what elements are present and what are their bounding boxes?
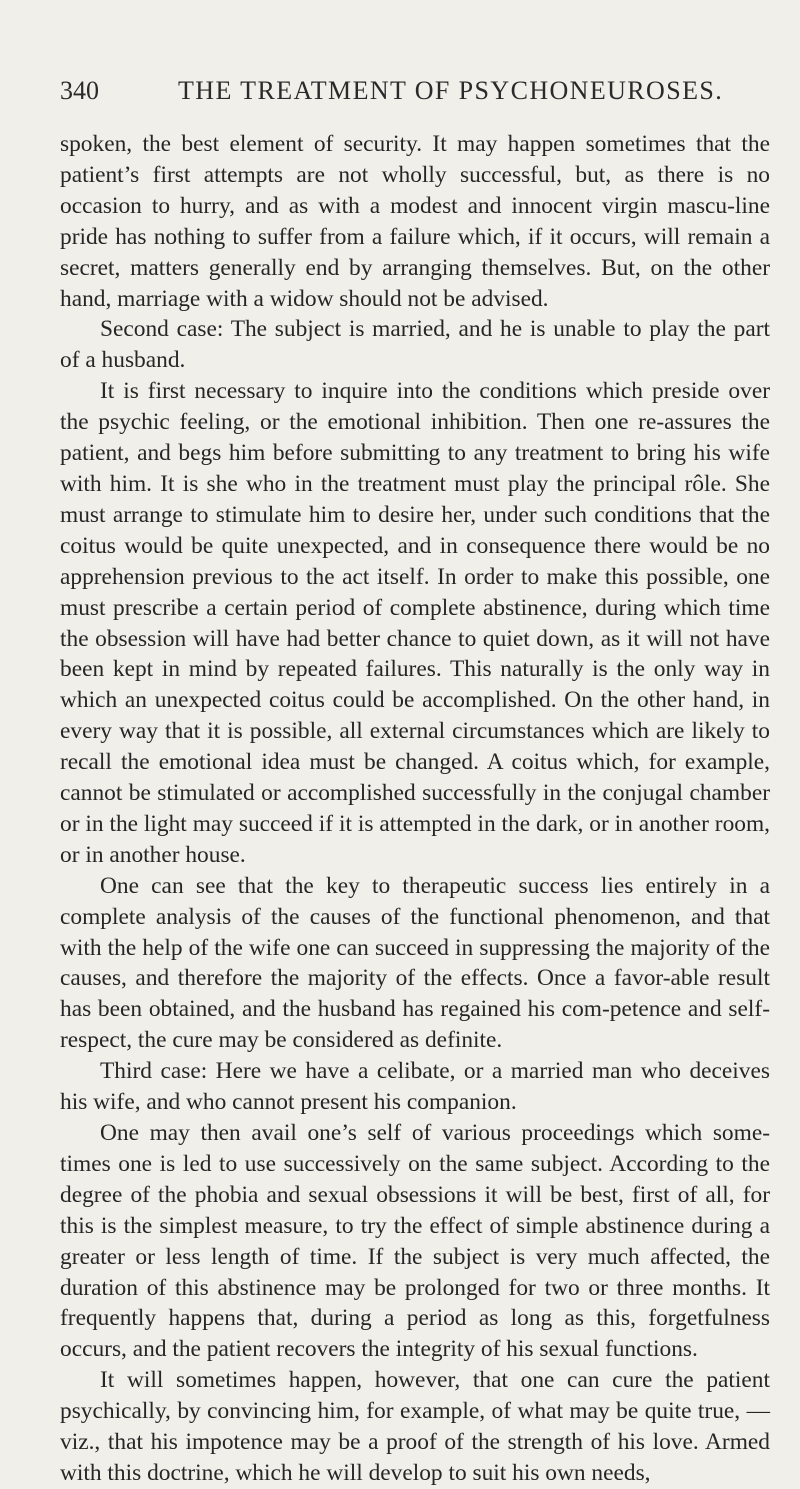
paragraph-continued: spoken, the best element of security. It may happen sometimes that the patient’s first attempts are not wholly successful, but, as there is no occasion to hurry, and as with a modest and innocent virgin mascu-line pride has nothing to suffer from a failure which, if it occurs, will remain a secret, matters generally end by arranging themselves. But, on the other hand, marriage with a widow should not be advised. [60,131,770,312]
paragraph-proceedings: One may then avail one’s self of various proceedings which some-times one is led to use successively on the same subject. According to the degree of the phobia and sexual obsessions it will be best, first of all, for this is the simplest measure, to try the effect of simple abstinence during a greater or less length of time. If the subject is very much affected, the duration of this abstinence may be prolonged for two or three months. It frequently happens that, during a period as long as this, forgetfulness occurs, and the patient recovers the integrity of his sexual functions. [60,1120,770,1363]
body-text [60,129,770,1489]
running-head [60,72,770,110]
paragraph-third-case: Third case: Here we have a celibate, or a married man who deceives his wife, and who cannot present his companion. [60,1058,770,1116]
paragraph-inquiry: It is first necessary to inquire into the conditions which preside over the psychic feeling, or the emotional inhibition. Then one re-assures the patient, and begs him before submitting to any treatment to bring his wife with him. It is she who in the treatment must play the principal rôle. She must arrange to stimulate him to desire her, under such conditions that the coitus would be quite unexpected, and in consequence there would be no apprehension previous to the act itself. In order to make this possible, one must prescribe a certain period of complete abstinence, during which time the obsession will have had better chance to quiet down, as it will not have been kept in mind by repeated failures. This naturally is the only way in which an unexpected coitus could be accomplished. On the other hand, in every way that it is possible, all external circumstances which are likely to recall the emotional idea must be changed. A coitus which, for example, cannot be stimulated or accomplished successfully in the conjugal chamber or in the light may succeed if it is attempted in the dark, or in another room, or in another house. [60,378,770,868]
paragraph-psychic-cure: It will sometimes happen, however, that one can cure the patient psychically, by convincing him, for example, of what may be quite true, —viz., that his impotence may be a proof of the strength of his love. Armed with this doctrine, which he will develop to suit his own needs, [60,1367,770,1486]
paragraph-second-case: Second case: The subject is married, and he is unable to play the part of a husband. [60,316,770,374]
running-title: THE TREATMENT OF PSYCHONEUROSES. [178,76,724,105]
paragraph-key-to-success: One can see that the key to therapeutic success lies entirely in a complete analysis of the causes of the functional phenomenon, and that with the help of the wife one can succeed in suppressing the majority of the causes, and therefore the majority of the effects. Once a favor-able result has been obtained, and the husband has regained his com-petence and self-respect, the cure may be considered as definite. [60,872,770,1054]
page-number: 340 [60,76,99,105]
